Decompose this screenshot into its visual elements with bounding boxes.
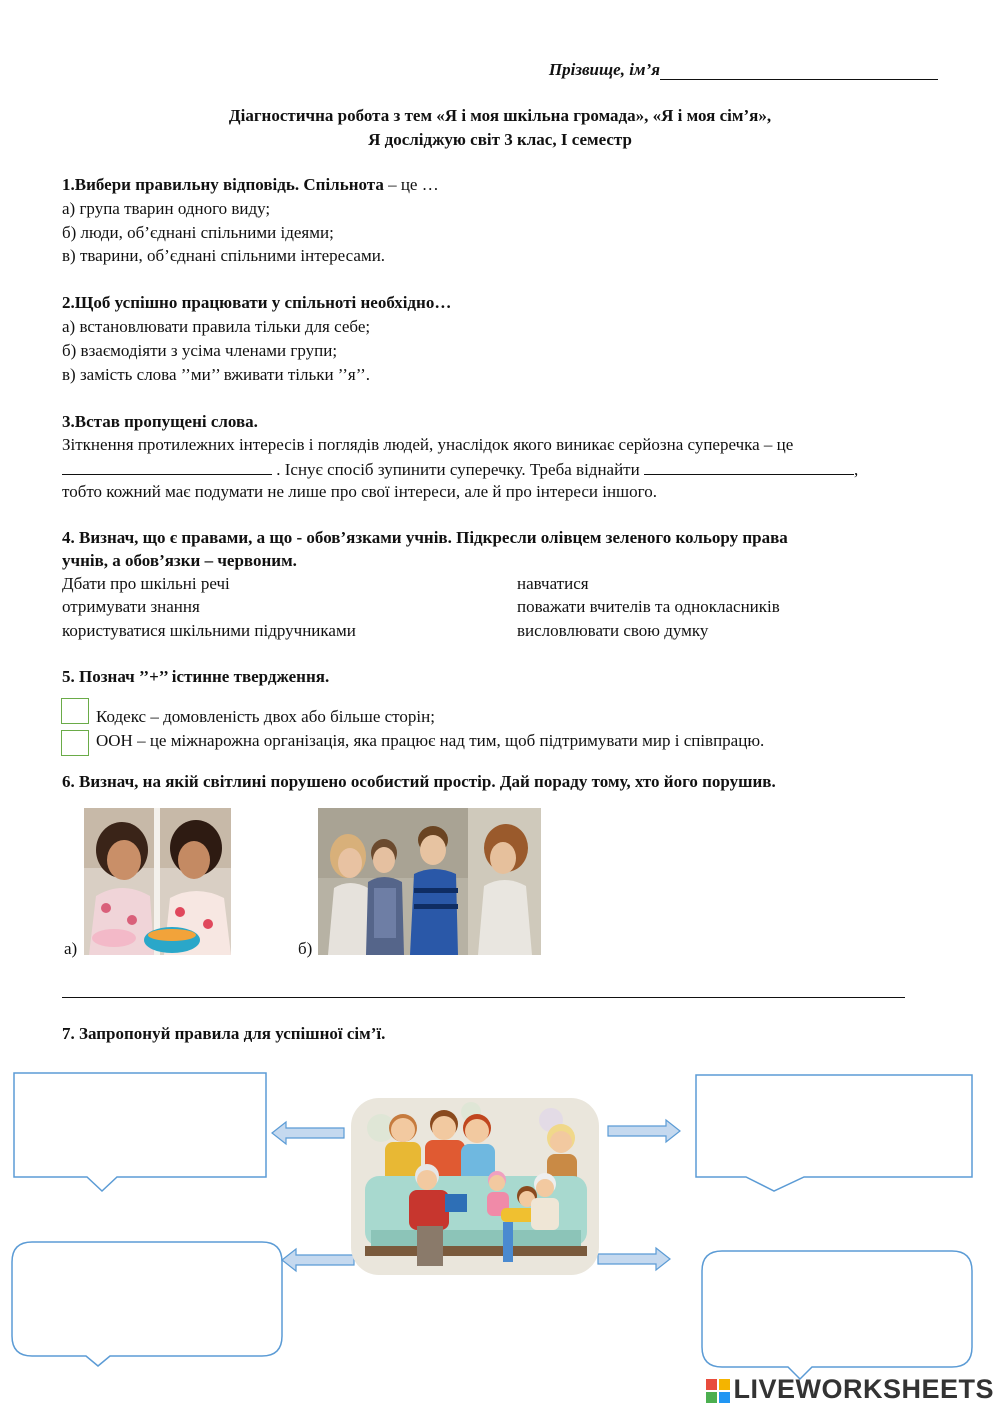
q1-prompt [62, 175, 439, 195]
q4-right-item-3[interactable]: висловлювати свою думку [517, 621, 709, 640]
photo-b-children-talking [318, 808, 541, 955]
arrow-left-top [270, 1120, 346, 1146]
q4-left-item-2[interactable]: отримувати знання [62, 597, 200, 616]
q4-prompt-line-2: учнів, а обов’язки – червоним. [62, 551, 297, 570]
q3-blank-2[interactable] [644, 458, 854, 475]
photo-b-label: б) [298, 939, 313, 958]
q3-blank-1[interactable] [62, 458, 272, 475]
q1-option-b: б) люди, об’єднані спільними ідеями; [62, 223, 334, 242]
q3-line-2 [62, 458, 858, 480]
photo-a-label: а) [64, 939, 78, 958]
q5-checkbox-2[interactable] [61, 730, 89, 756]
q3-line-2-end: , [853, 460, 859, 479]
name-label: Прізвище, ім’я [548, 60, 660, 79]
liveworksheets-brand[interactable] [706, 1374, 994, 1405]
q6-answer-line[interactable] [62, 997, 905, 998]
q3-prompt: 3.Встав пропущені слова. [62, 412, 258, 431]
q3-line-3: тобто кожний має подумати не лише про свої інтереси, але й про інтереси іншого. [62, 482, 657, 501]
family-illustration-image [351, 1098, 599, 1275]
q2-prompt: 2.Щоб успішно працювати у спільноті необхідно… [62, 293, 452, 312]
rule-box-bottom-right[interactable] [700, 1249, 976, 1383]
liveworksheets-text: LIVEWORKSHEETS [733, 1374, 994, 1404]
liveworksheets-logo-icon [706, 1379, 730, 1403]
q5-prompt: 5. Познач ’’+’’ істинне твердження. [62, 667, 330, 686]
arrow-right-top [606, 1118, 682, 1144]
arrow-right-bottom [596, 1246, 672, 1272]
q5-statement-2: ООН – це міжнарожна організація, яка працює над тим, щоб підтримувати мир і співпрацю. [96, 731, 765, 750]
rule-box-top-right[interactable] [694, 1073, 976, 1195]
title-line-1: Діагностична робота з тем «Я і моя шкільна громада», «Я і моя сім’я», [228, 106, 772, 125]
photo-b-image [318, 808, 541, 955]
q1-prompt-rest: – це … [383, 175, 439, 194]
q4-right-item-1[interactable]: навчатися [517, 574, 589, 593]
q3-line-2-text: . Існує спосіб зупинити суперечку. Треба віднайти [272, 460, 644, 479]
rule-box-bottom-left[interactable] [10, 1240, 286, 1370]
q2-option-b: б) взаємодіяти з усіма членами групи; [62, 341, 338, 360]
family-illustration [351, 1098, 599, 1275]
q1-option-a: а) група тварин одного виду; [62, 199, 271, 218]
q4-prompt-line-1: 4. Визнач, що є правами, а що - обов’язками учнів. Підкресли олівцем зеленого кольору права [62, 528, 788, 547]
q5-statement-1: Кодекс – домовленість двох або більше сторін; [96, 707, 435, 726]
q7-prompt: 7. Запропонуй правила для успішної сім’ї. [62, 1024, 386, 1043]
q6-prompt: 6. Визнач, на якій світлині порушено особистий простір. Дай пораду тому, хто його порушив. [62, 772, 776, 791]
q4-left-item-1[interactable]: Дбати про шкільні речі [62, 574, 230, 593]
student-name-field[interactable] [549, 60, 938, 80]
photo-a-two-girls [84, 808, 231, 955]
title-line-2: Я досліджую світ 3 клас, I семестр [368, 130, 632, 149]
q2-option-c: в) замість слова ’’ми’’ вживати тільки ’’я’’. [62, 365, 371, 384]
q1-prompt-bold: 1.Вибери правильну відповідь. Спільнота [62, 175, 384, 194]
name-blank[interactable] [660, 61, 938, 80]
q1-option-c: в) тварини, об’єднані спільними інтересами. [62, 246, 386, 265]
arrow-left-bottom [280, 1247, 356, 1273]
q4-right-item-2[interactable]: поважати вчителів та однокласників [517, 597, 780, 616]
photo-a-image [84, 808, 231, 955]
q4-left-item-3[interactable]: користуватися шкільними підручниками [62, 621, 356, 640]
q3-line-1: Зіткнення протилежних інтересів і поглядів людей, унаслідок якого виникає серйозна суперечка – це [62, 435, 794, 454]
rule-box-top-left[interactable] [12, 1071, 270, 1195]
q2-option-a: а) встановлювати правила тільки для себе; [62, 317, 371, 336]
q5-checkbox-1[interactable] [61, 698, 89, 724]
